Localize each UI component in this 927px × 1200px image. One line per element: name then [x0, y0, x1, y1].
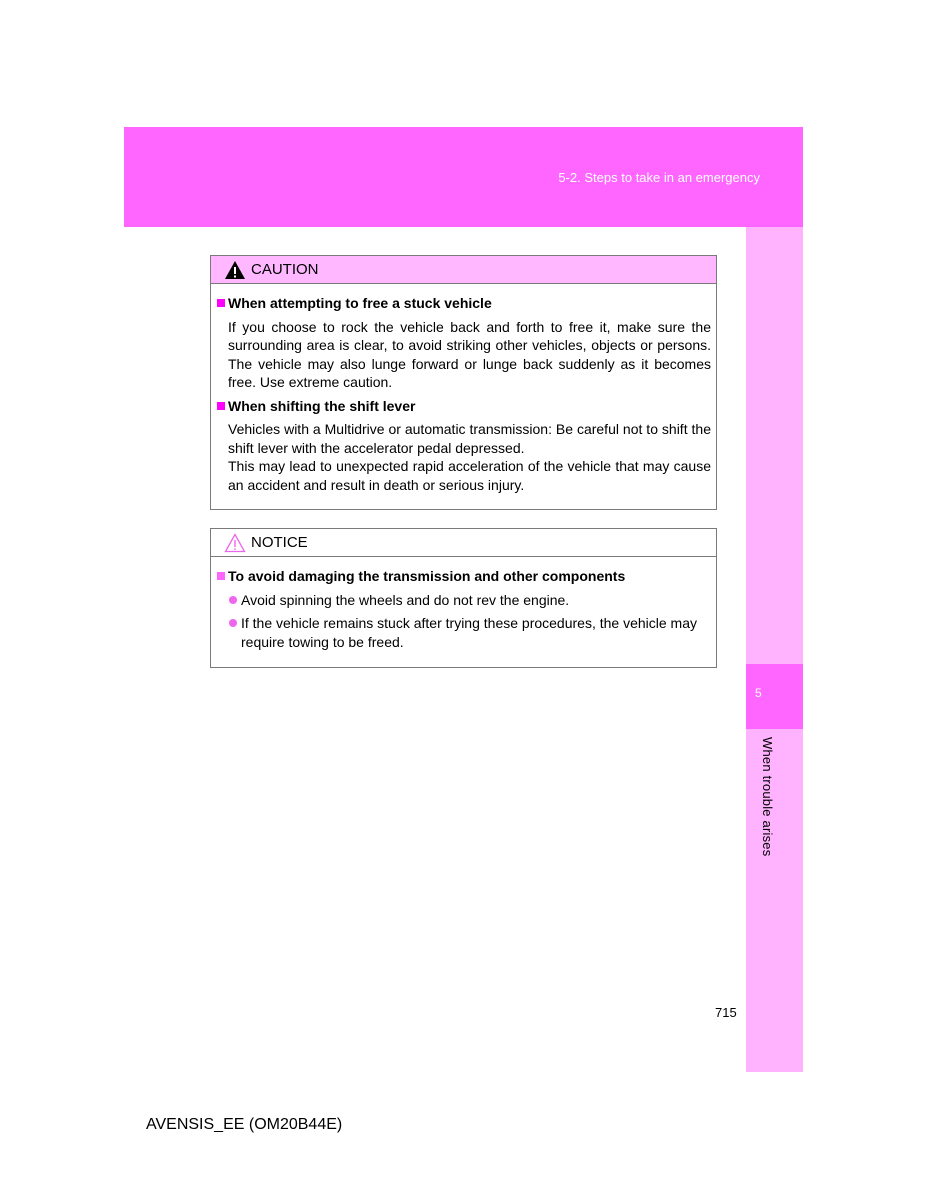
- heading-text: When attempting to free a stuck vehicle: [228, 295, 492, 311]
- notice-title: NOTICE: [251, 534, 308, 551]
- notice-box: [210, 528, 717, 668]
- dot-bullet-icon: [229, 619, 237, 627]
- bullet-text: If the vehicle remains stuck after trying these procedures, the vehicle may require towing to be freed.: [241, 615, 697, 650]
- caution-item-heading: [217, 397, 711, 416]
- warning-icon: [224, 260, 246, 280]
- warning-outline-icon: [224, 533, 246, 553]
- chapter-box: [746, 664, 803, 729]
- square-bullet-icon: [217, 572, 225, 580]
- caution-header: [211, 256, 716, 284]
- dot-bullet-icon: [229, 596, 237, 604]
- heading-text: To avoid damaging the transmission and other components: [228, 568, 626, 584]
- bullet-text: Avoid spinning the wheels and do not rev the engine.: [241, 591, 570, 608]
- caution-item-heading: [217, 294, 711, 313]
- notice-body: [211, 557, 716, 651]
- square-bullet-icon: [217, 299, 225, 307]
- side-tab: [746, 227, 803, 1072]
- caution-paragraph: This may lead to unexpected rapid acceleration of the vehicle that may cause an accident and result in death or serious injury.: [228, 458, 711, 493]
- caution-title: CAUTION: [251, 261, 319, 278]
- header-band: [124, 127, 803, 227]
- caution-box: [210, 255, 717, 510]
- caution-body: [211, 284, 716, 494]
- caution-paragraph: If you choose to rock the vehicle back and forth to free it, make sure the surrounding area is clear, to avoid striking other vehicles, objects or persons. The vehicle may also lunge forward or lunge back suddenly as it becomes free. Use extreme caution.: [228, 318, 711, 390]
- chapter-number: 5: [755, 686, 762, 700]
- list-item: [217, 614, 711, 651]
- doc-code: AVENSIS_EE (OM20B44E): [146, 1116, 343, 1133]
- section-title: 5-2. Steps to take in an emergency: [558, 170, 760, 185]
- heading-text: When shifting the shift lever: [228, 397, 416, 414]
- notice-heading: [217, 567, 711, 586]
- chapter-label: When trouble arises: [760, 737, 775, 857]
- square-bullet-icon: [217, 402, 225, 410]
- notice-header: [211, 529, 716, 557]
- page-number: 715: [715, 1005, 737, 1020]
- list-item: [217, 591, 711, 610]
- caution-paragraph: Vehicles with a Multidrive or automatic transmission: Be careful not to shift the shift lever with the accelerator pedal depressed.: [228, 421, 711, 456]
